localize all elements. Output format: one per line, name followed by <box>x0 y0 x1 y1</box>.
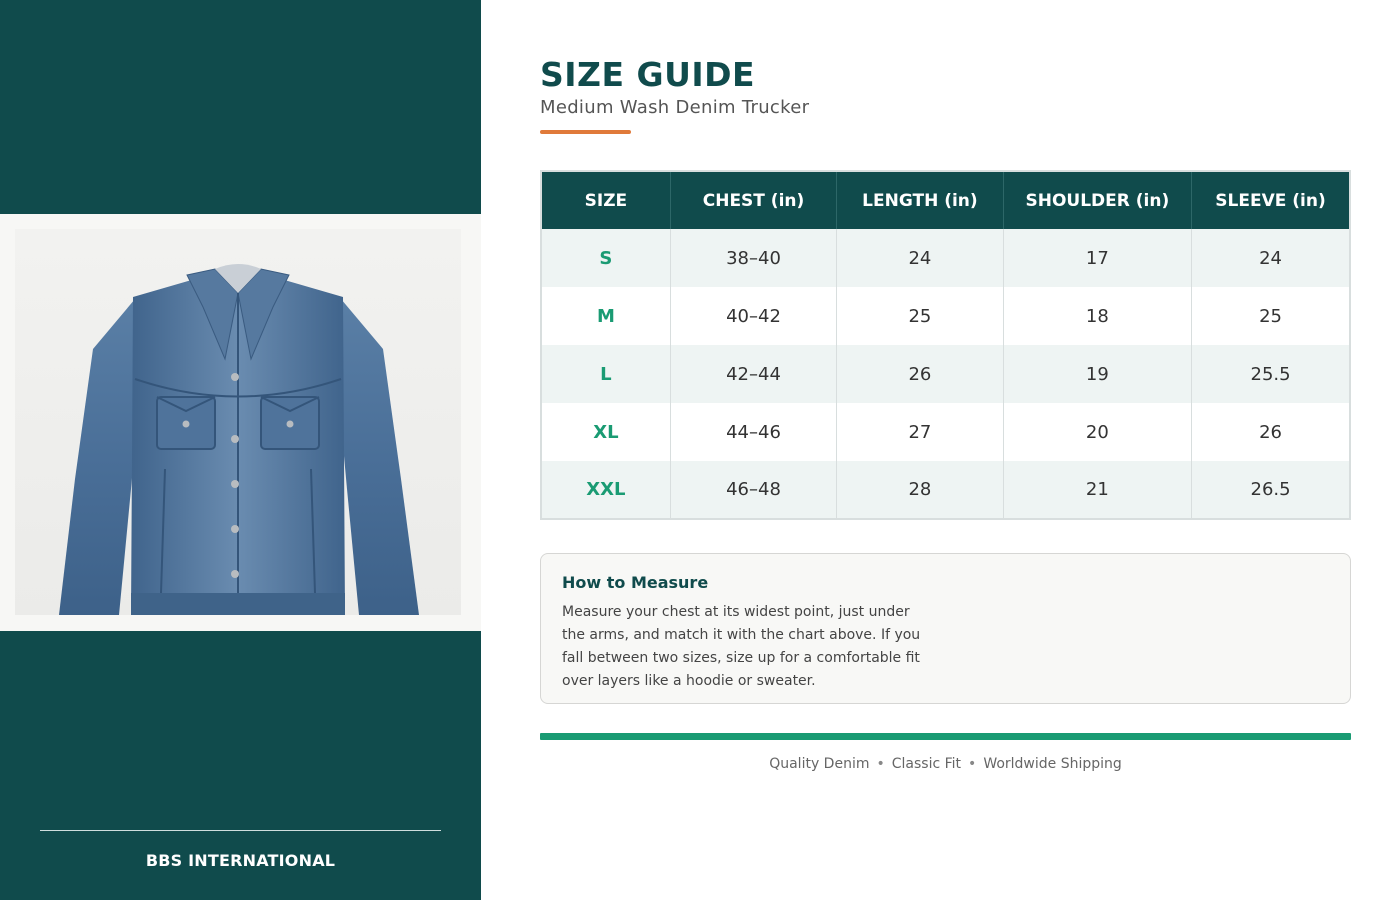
footer-separator: • <box>968 756 977 772</box>
length-cell: 27 <box>837 403 1003 461</box>
size-cell: S <box>541 229 670 287</box>
shoulder-cell: 17 <box>1003 229 1191 287</box>
table-header-row <box>541 171 1350 229</box>
how-to-measure-title: How to Measure <box>562 573 709 592</box>
sleeve-cell: 26.5 <box>1192 461 1350 519</box>
how-to-measure-text: Measure your chest at its widest point, just under the arms, and match it with the chart above. If you fall between two sizes, size up for a comfortable fit over layers like a hoodie or sweater. <box>562 604 921 689</box>
sleeve-cell: 26 <box>1192 403 1350 461</box>
title-accent-bar <box>540 130 631 134</box>
col-header-length: LENGTH (in) <box>837 171 1003 229</box>
page-title: SIZE GUIDE <box>540 55 756 94</box>
table-row <box>541 287 1350 345</box>
length-cell: 28 <box>837 461 1003 519</box>
chest-cell: 44–46 <box>670 403 836 461</box>
page-subtitle: Medium Wash Denim Trucker <box>540 97 810 118</box>
left-panel <box>0 0 481 900</box>
col-header-shoulder: SHOULDER (in) <box>1003 171 1191 229</box>
table-row <box>541 461 1350 519</box>
size-cell: M <box>541 287 670 345</box>
col-header-chest: CHEST (in) <box>670 171 836 229</box>
brand-divider <box>40 830 441 831</box>
chest-cell: 40–42 <box>670 287 836 345</box>
footer-divider <box>540 733 1351 740</box>
size-table <box>540 170 1351 520</box>
footer-separator: • <box>876 756 885 772</box>
brand-name: BBS INTERNATIONAL <box>145 851 336 870</box>
length-cell: 26 <box>837 345 1003 403</box>
table-row <box>541 229 1350 287</box>
denim-jacket-image <box>15 229 461 615</box>
footer-item-shipping: Worldwide Shipping <box>983 756 1122 772</box>
length-cell: 24 <box>837 229 1003 287</box>
sleeve-cell: 25.5 <box>1192 345 1350 403</box>
size-cell: XL <box>541 403 670 461</box>
length-cell: 25 <box>837 287 1003 345</box>
shoulder-cell: 19 <box>1003 345 1191 403</box>
chest-cell: 38–40 <box>670 229 836 287</box>
sleeve-cell: 24 <box>1192 229 1350 287</box>
shoulder-cell: 20 <box>1003 403 1191 461</box>
table-row <box>541 403 1350 461</box>
shoulder-cell: 18 <box>1003 287 1191 345</box>
col-header-size: SIZE <box>541 171 670 229</box>
how-to-measure-card <box>540 553 1351 704</box>
footer-item-fit: Classic Fit <box>891 756 962 772</box>
footer-tagline <box>540 756 1351 772</box>
chest-cell: 42–44 <box>670 345 836 403</box>
footer-item-quality: Quality Denim <box>769 756 870 772</box>
shoulder-cell: 21 <box>1003 461 1191 519</box>
chest-cell: 46–48 <box>670 461 836 519</box>
product-photo <box>15 229 461 615</box>
size-cell: XXL <box>541 461 670 519</box>
table-row <box>541 345 1350 403</box>
col-header-sleeve: SLEEVE (in) <box>1192 171 1350 229</box>
size-cell: L <box>541 345 670 403</box>
sleeve-cell: 25 <box>1192 287 1350 345</box>
